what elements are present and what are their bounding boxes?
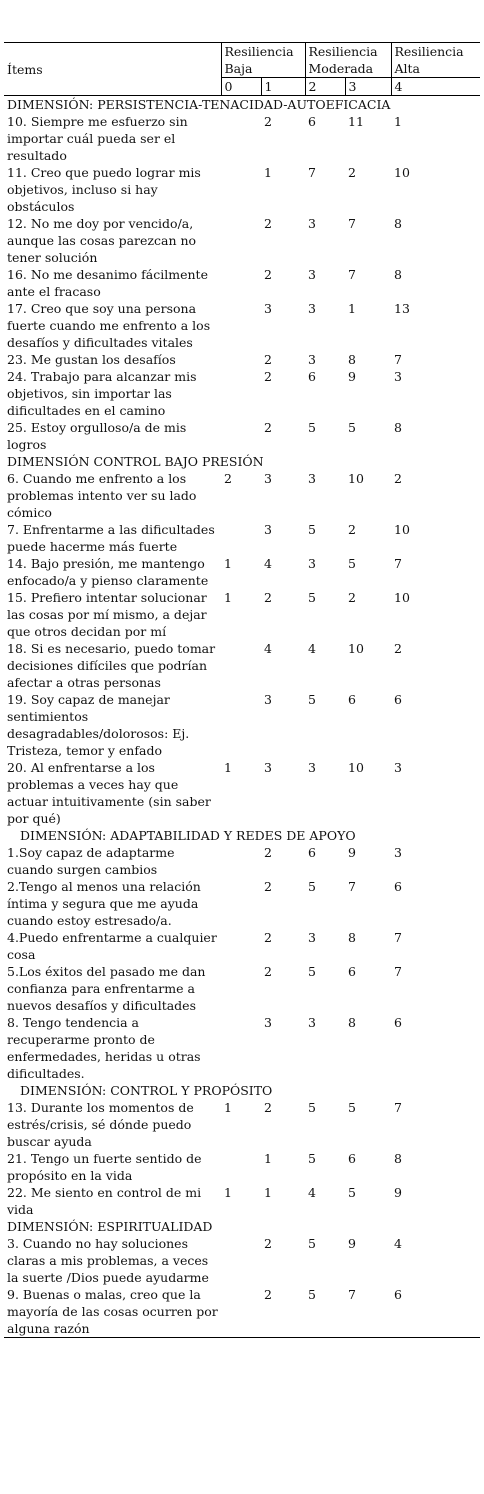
item-text: 3. Cuando no hay soluciones claras a mis problemas, a veces la suerte /Dios puede ayudarme <box>7 1236 209 1285</box>
score-2: 2 <box>305 78 345 96</box>
group-label: Resiliencia <box>394 44 464 59</box>
count-cell-score-4: 7 <box>394 930 402 945</box>
count-cell-score-0 <box>221 351 261 368</box>
table-row <box>4 1014 480 1082</box>
count-cell-score-4: 13 <box>394 301 410 316</box>
count-cell-score-0 <box>221 266 261 300</box>
count-cell-score-4: 7 <box>394 556 402 571</box>
count-cell-score-1: 3 <box>264 760 272 775</box>
count-cell-score-2: 5 <box>308 879 316 894</box>
table-body <box>4 43 480 1338</box>
count-cell-score-2: 6 <box>308 114 316 129</box>
count-cell-score-2: 5 <box>308 522 316 537</box>
group-header-alta <box>391 43 480 78</box>
item-text: 21. Tengo un fuerte sentido de propósito en la vida <box>7 1151 202 1183</box>
group-label: Resiliencia <box>224 44 294 59</box>
dimension-title: DIMENSIÓN CONTROL BAJO PRESIÓN <box>7 454 264 469</box>
score-4: 4 <box>391 78 480 96</box>
resilience-table <box>4 42 480 1338</box>
count-cell-score-4: 6 <box>394 1015 402 1030</box>
count-cell-score-4: 2 <box>394 471 402 486</box>
count-cell-score-2: 3 <box>308 267 316 282</box>
item-text: 25. Estoy orgulloso/a de mis logros <box>7 420 187 452</box>
table-row <box>4 470 480 521</box>
count-cell-score-1: 2 <box>264 420 272 435</box>
count-cell-score-1: 2 <box>264 1100 272 1115</box>
dimension-row <box>4 1082 480 1099</box>
count-cell-score-4: 4 <box>394 1236 402 1251</box>
item-text: 4.Puedo enfrentarme a cualquier cosa <box>7 930 217 962</box>
count-cell-score-1: 2 <box>264 1236 272 1251</box>
item-text: 10. Siempre me esfuerzo sin importar cuál pueda ser el resultado <box>7 114 188 163</box>
count-cell-score-0 <box>221 164 261 215</box>
table-row <box>4 1286 480 1338</box>
count-cell-score-2: 5 <box>308 590 316 605</box>
count-cell-score-4: 1 <box>394 114 402 129</box>
table-row <box>4 266 480 300</box>
table-row <box>4 1235 480 1286</box>
item-text: 8. Tengo tendencia a recuperarme pronto de enfermedades, heridas u otras dificultades. <box>7 1015 201 1081</box>
count-cell-score-1: 4 <box>264 641 272 656</box>
count-cell-score-3: 2 <box>348 590 356 605</box>
count-cell-score-2: 3 <box>308 556 316 571</box>
count-cell-score-4: 9 <box>394 1185 402 1200</box>
table-row <box>4 759 480 827</box>
item-text: 19. Soy capaz de manejar sentimientos desagradables/dolorosos: Ej. Tristeza, temor y enfado <box>7 692 190 758</box>
count-cell-score-0 <box>221 929 261 963</box>
table-row <box>4 419 480 453</box>
table-row <box>4 521 480 555</box>
count-cell-score-1: 3 <box>264 471 272 486</box>
count-cell-score-4: 3 <box>394 845 402 860</box>
item-text: 5.Los éxitos del pasado me dan confianza para enfrentarme a nuevos desafíos y dificultades <box>7 964 206 1013</box>
item-text: 16. No me desanimo fácilmente ante el fracaso <box>7 267 208 299</box>
count-cell-score-2: 5 <box>308 1236 316 1251</box>
item-text: 20. Al enfrentarse a los problemas a veces hay que actuar intuitivamente (sin saber por qué) <box>7 760 211 826</box>
count-cell-score-1: 4 <box>264 556 272 571</box>
count-cell-score-2: 4 <box>308 1185 316 1200</box>
count-cell-score-0 <box>221 419 261 453</box>
count-cell-score-1: 3 <box>264 301 272 316</box>
count-cell-score-3: 9 <box>348 1236 356 1251</box>
count-cell-score-2: 3 <box>308 1015 316 1030</box>
item-text: 17. Creo que soy una persona fuerte cuando me enfrento a los desafíos y dificultades vitales <box>7 301 211 350</box>
count-cell-score-4: 8 <box>394 1151 402 1166</box>
count-cell-score-2: 3 <box>308 930 316 945</box>
count-cell-score-2: 5 <box>308 1151 316 1166</box>
count-cell-score-3: 6 <box>348 692 356 707</box>
item-text: 15. Prefiero intentar solucionar las cosas por mí mismo, a dejar que otros decidan por mí <box>7 590 207 639</box>
group-level: Alta <box>394 61 421 76</box>
table-row <box>4 1184 480 1218</box>
count-cell-score-3: 9 <box>348 845 356 860</box>
count-cell-score-0 <box>221 1286 261 1338</box>
count-cell-score-0: 1 <box>224 590 232 605</box>
header-row <box>4 43 480 78</box>
count-cell-score-3: 2 <box>348 522 356 537</box>
count-cell-score-2: 3 <box>308 471 316 486</box>
item-text: 7. Enfrentarme a las dificultades puede hacerme más fuerte <box>7 522 215 554</box>
item-text: 18. Si es necesario, puedo tomar decisiones difíciles que podrían afectar a otras personas <box>7 641 216 690</box>
count-cell-score-1: 2 <box>264 590 272 605</box>
count-cell-score-0 <box>221 215 261 266</box>
count-cell-score-2: 6 <box>308 845 316 860</box>
table-row <box>4 215 480 266</box>
item-text: 14. Bajo presión, me mantengo enfocado/a y pienso claramente <box>7 556 209 588</box>
count-cell-score-2: 5 <box>308 420 316 435</box>
table-row <box>4 963 480 1014</box>
count-cell-score-0 <box>221 1150 261 1184</box>
count-cell-score-0 <box>221 691 261 759</box>
count-cell-score-1: 3 <box>264 522 272 537</box>
group-label: Resiliencia <box>308 44 378 59</box>
dimension-title: DIMENSIÓN: ADAPTABILIDAD Y REDES DE APOYO <box>20 828 356 843</box>
count-cell-score-3: 6 <box>348 1151 356 1166</box>
count-cell-score-2: 7 <box>308 165 316 180</box>
count-cell-score-1: 2 <box>264 114 272 129</box>
count-cell-score-2: 4 <box>308 641 316 656</box>
count-cell-score-1: 2 <box>261 1286 305 1338</box>
count-cell-score-0 <box>221 368 261 419</box>
count-cell-score-3: 8 <box>348 930 356 945</box>
dimension-row <box>4 96 480 114</box>
items-header: Ítems <box>4 43 221 96</box>
item-text: 12. No me doy por vencido/a, aunque las cosas parezcan no tener solución <box>7 216 197 265</box>
table-row <box>4 691 480 759</box>
count-cell-score-4: 10 <box>394 165 410 180</box>
count-cell-score-0 <box>221 844 261 878</box>
table-row <box>4 878 480 929</box>
count-cell-score-3: 6 <box>348 964 356 979</box>
count-cell-score-0 <box>221 1014 261 1082</box>
count-cell-score-1: 2 <box>264 352 272 367</box>
count-cell-score-2: 5 <box>308 1100 316 1115</box>
count-cell-score-1: 1 <box>264 1185 272 1200</box>
count-cell-score-3: 7 <box>348 267 356 282</box>
table-row <box>4 929 480 963</box>
count-cell-score-4: 3 <box>394 369 402 384</box>
count-cell-score-0 <box>221 521 261 555</box>
count-cell-score-1: 3 <box>264 1015 272 1030</box>
dimension-title: DIMENSIÓN: CONTROL Y PROPÓSITO <box>20 1083 273 1098</box>
table-row <box>4 113 480 164</box>
item-text: 24. Trabajo para alcanzar mis objetivos, sin importar las dificultades en el camino <box>7 369 197 418</box>
count-cell-score-0 <box>221 300 261 351</box>
item-text: 9. Buenas o malas, creo que la mayoría de las cosas ocurren por alguna razón <box>4 1286 221 1338</box>
count-cell-score-1: 2 <box>264 369 272 384</box>
count-cell-score-1: 1 <box>264 165 272 180</box>
score-3: 3 <box>345 78 391 96</box>
count-cell-score-0: 2 <box>224 471 232 486</box>
count-cell-score-4: 6 <box>391 1286 480 1338</box>
group-level: Baja <box>224 61 253 76</box>
count-cell-score-4: 6 <box>394 879 402 894</box>
count-cell-score-4: 7 <box>394 964 402 979</box>
count-cell-score-4: 8 <box>394 420 402 435</box>
count-cell-score-2: 5 <box>308 964 316 979</box>
count-cell-score-0 <box>221 640 261 691</box>
table-row <box>4 1099 480 1150</box>
table-row <box>4 844 480 878</box>
dimension-row <box>4 1218 480 1235</box>
table-row <box>4 300 480 351</box>
count-cell-score-0 <box>221 963 261 1014</box>
count-cell-score-3: 5 <box>348 420 356 435</box>
dimension-title: DIMENSIÓN: ESPIRITUALIDAD <box>7 1219 213 1234</box>
item-text: 23. Me gustan los desafíos <box>7 352 176 367</box>
count-cell-score-3: 5 <box>348 1100 356 1115</box>
table-row <box>4 368 480 419</box>
count-cell-score-4: 3 <box>394 760 402 775</box>
count-cell-score-3: 11 <box>348 114 364 129</box>
count-cell-score-2: 3 <box>308 352 316 367</box>
count-cell-score-4: 10 <box>394 522 410 537</box>
count-cell-score-1: 2 <box>264 845 272 860</box>
group-header-moderada <box>305 43 391 78</box>
count-cell-score-0: 1 <box>224 1185 232 1200</box>
count-cell-score-1: 2 <box>264 267 272 282</box>
count-cell-score-3: 8 <box>348 1015 356 1030</box>
count-cell-score-3: 7 <box>348 879 356 894</box>
count-cell-score-3: 10 <box>348 760 364 775</box>
count-cell-score-4: 6 <box>394 692 402 707</box>
count-cell-score-2: 3 <box>308 216 316 231</box>
count-cell-score-3: 8 <box>348 352 356 367</box>
count-cell-score-2: 6 <box>308 369 316 384</box>
count-cell-score-1: 2 <box>264 879 272 894</box>
count-cell-score-1: 3 <box>264 692 272 707</box>
dimension-row <box>4 827 480 844</box>
count-cell-score-1: 2 <box>264 930 272 945</box>
count-cell-score-0 <box>221 1235 261 1286</box>
dimension-row <box>4 453 480 470</box>
count-cell-score-4: 7 <box>394 352 402 367</box>
table-row <box>4 351 480 368</box>
count-cell-score-4: 7 <box>394 1100 402 1115</box>
count-cell-score-1: 1 <box>264 1151 272 1166</box>
count-cell-score-1: 2 <box>264 964 272 979</box>
table-row <box>4 1150 480 1184</box>
count-cell-score-0: 1 <box>224 1100 232 1115</box>
count-cell-score-3: 10 <box>348 641 364 656</box>
group-header-baja <box>221 43 305 78</box>
count-cell-score-3: 7 <box>348 216 356 231</box>
score-1: 1 <box>261 78 305 96</box>
count-cell-score-3: 2 <box>348 165 356 180</box>
count-cell-score-2: 5 <box>305 1286 345 1338</box>
count-cell-score-0: 1 <box>224 760 232 775</box>
count-cell-score-3: 10 <box>348 471 364 486</box>
count-cell-score-2: 3 <box>308 301 316 316</box>
count-cell-score-0 <box>221 113 261 164</box>
count-cell-score-0: 1 <box>224 556 232 571</box>
item-text: 2.Tengo al menos una relación íntima y segura que me ayuda cuando estoy estresado/a. <box>7 879 201 928</box>
count-cell-score-3: 5 <box>348 1185 356 1200</box>
item-text: 11. Creo que puedo lograr mis objetivos, incluso si hay obstáculos <box>7 165 201 214</box>
item-text: 6. Cuando me enfrento a los problemas intento ver su lado cómico <box>7 471 197 520</box>
count-cell-score-4: 2 <box>394 641 402 656</box>
dimension-title: DIMENSIÓN: PERSISTENCIA-TENACIDAD-AUTOEFICACIA <box>7 97 391 112</box>
count-cell-score-2: 5 <box>308 692 316 707</box>
item-text: 22. Me siento en control de mi vida <box>7 1185 202 1217</box>
count-cell-score-3: 5 <box>348 556 356 571</box>
count-cell-score-4: 10 <box>394 590 410 605</box>
count-cell-score-3: 1 <box>348 301 356 316</box>
count-cell-score-4: 8 <box>394 267 402 282</box>
count-cell-score-4: 8 <box>394 216 402 231</box>
item-text: 1.Soy capaz de adaptarme cuando surgen cambios <box>7 845 175 877</box>
count-cell-score-1: 2 <box>264 216 272 231</box>
table-row <box>4 164 480 215</box>
item-text: 13. Durante los momentos de estrés/crisis, sé dónde puedo buscar ayuda <box>7 1100 194 1149</box>
group-level: Moderada <box>308 61 374 76</box>
table-row <box>4 555 480 589</box>
count-cell-score-2: 3 <box>308 760 316 775</box>
score-0: 0 <box>221 78 261 96</box>
count-cell-score-3: 7 <box>345 1286 391 1338</box>
table-row <box>4 589 480 640</box>
table-row <box>4 640 480 691</box>
count-cell-score-3: 9 <box>348 369 356 384</box>
count-cell-score-0 <box>221 878 261 929</box>
